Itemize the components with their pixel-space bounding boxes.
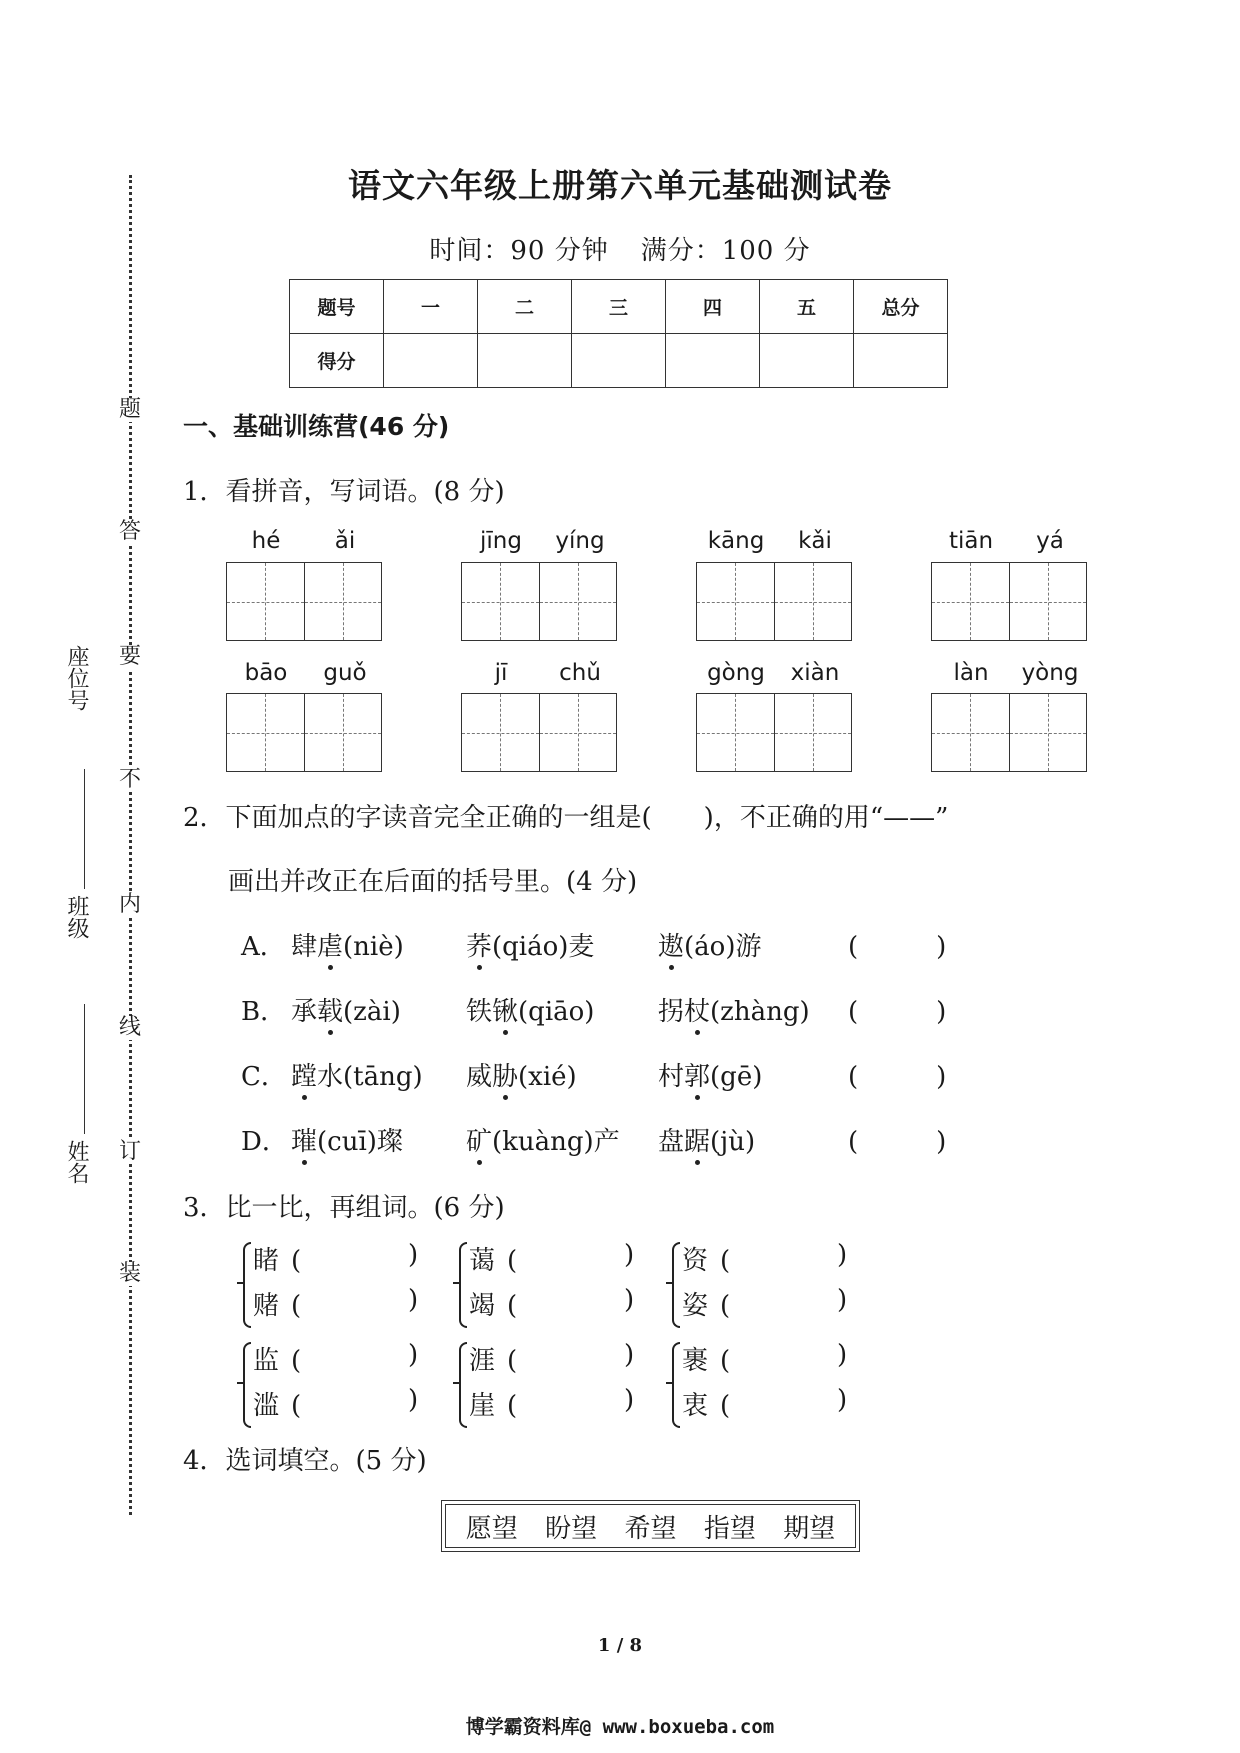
margin-char: 装: [115, 1262, 145, 1286]
name-field[interactable]: [64, 1000, 104, 1184]
name-underline[interactable]: [84, 1004, 85, 1134]
pinyin: jī: [494, 660, 508, 686]
pinyin: bāo: [244, 660, 288, 686]
pinyin: yá: [1036, 528, 1064, 554]
compare-row[interactable]: 裹 ( ): [682, 1340, 848, 1376]
answer-grid[interactable]: [226, 693, 382, 772]
score-header-cell: 二: [478, 280, 572, 334]
pinyin: yíng: [555, 528, 605, 554]
answer-grid[interactable]: [461, 562, 617, 641]
score-row-label: 得分: [290, 334, 384, 388]
pinyin: jīng: [480, 528, 522, 554]
option-letter: A．: [241, 932, 286, 962]
grid-cell[interactable]: [932, 694, 1009, 771]
footer-watermark: 博学霸资料库@ www.boxueba.com: [465, 1716, 775, 1738]
compare-pair: [459, 1340, 649, 1428]
q1-prompt: 1．看拼音，写词语。(8 分): [183, 477, 505, 507]
compare-pair: [243, 1240, 433, 1328]
word-bank: [441, 1500, 860, 1552]
answer-grid[interactable]: [931, 562, 1087, 641]
compare-pair: [672, 1340, 862, 1428]
compare-row[interactable]: 涯 ( ): [469, 1340, 635, 1376]
option-word: 威胁(xié): [466, 1062, 577, 1092]
pinyin: ǎi: [334, 528, 356, 554]
option-letter: D．: [241, 1127, 288, 1157]
answer-paren[interactable]: ( ): [848, 1062, 947, 1092]
compare-row[interactable]: 监 ( ): [253, 1340, 419, 1376]
grid-cell[interactable]: [227, 694, 304, 771]
compare-row[interactable]: 竭 ( ): [469, 1285, 635, 1321]
score-header-cell: 三: [572, 280, 666, 334]
compare-pair: [243, 1340, 433, 1428]
grid-cell[interactable]: [227, 563, 304, 640]
grid-cell[interactable]: [1009, 563, 1087, 640]
option-word: 承载(zài): [291, 997, 401, 1027]
q3-prompt: 3．比一比，再组词。(6 分): [183, 1193, 505, 1223]
option-word: 拐杖(zhàng): [658, 997, 810, 1027]
compare-pair: [672, 1240, 862, 1328]
answer-grid[interactable]: [696, 693, 852, 772]
word-bank-item: 期望: [783, 1513, 836, 1544]
grid-cell[interactable]: [774, 563, 852, 640]
compare-row[interactable]: 赌 ( ): [253, 1285, 419, 1321]
pinyin: làn: [953, 660, 989, 686]
q2-prompt-line2: 画出并改正在后面的括号里。(4 分): [228, 867, 638, 897]
compare-row[interactable]: 蔼 ( ): [469, 1240, 635, 1276]
pinyin: guǒ: [323, 660, 367, 686]
answer-grid[interactable]: [226, 562, 382, 641]
compare-row[interactable]: 睹 ( ): [253, 1240, 419, 1276]
score-cell[interactable]: [854, 334, 948, 388]
margin-char: 题: [115, 398, 145, 422]
score-cell[interactable]: [384, 334, 478, 388]
binding-dotted-line: [129, 175, 132, 1515]
compare-row[interactable]: 资 ( ): [682, 1240, 848, 1276]
score-header-cell: 四: [666, 280, 760, 334]
grid-cell[interactable]: [304, 694, 382, 771]
score-header-cell: 总分: [854, 280, 948, 334]
page-number: 1 / 8: [597, 1635, 643, 1656]
score-cell[interactable]: [478, 334, 572, 388]
page-title: 语文六年级上册第六单元基础测试卷: [348, 166, 892, 205]
pinyin: hé: [251, 528, 281, 554]
compare-row[interactable]: 滥 ( ): [253, 1385, 419, 1421]
margin-char: 要: [115, 645, 145, 669]
option-word: 璀(cuī)璨: [291, 1127, 403, 1157]
answer-grid[interactable]: [696, 562, 852, 641]
q2-prompt-line1: 2．下面加点的字读音完全正确的一组是( )，不正确的用“——”: [183, 803, 949, 833]
score-table: [289, 279, 948, 388]
brace-icon: [459, 1242, 467, 1328]
score-header-cell: 一: [384, 280, 478, 334]
grid-cell[interactable]: [697, 563, 774, 640]
grid-cell[interactable]: [539, 694, 617, 771]
score-cell[interactable]: [572, 334, 666, 388]
grid-cell[interactable]: [462, 694, 539, 771]
brace-icon: [459, 1342, 467, 1428]
brace-icon: [243, 1342, 251, 1428]
pinyin: kāng: [707, 528, 765, 554]
exam-info: [0, 230, 1240, 267]
pinyin: tiān: [948, 528, 994, 554]
option-letter: C．: [241, 1062, 287, 1092]
grid-cell[interactable]: [774, 694, 852, 771]
answer-paren[interactable]: ( ): [848, 932, 947, 962]
full-score: 满分：100 分: [640, 236, 811, 266]
section-heading: 一、基础训练营(46 分): [183, 412, 450, 441]
option-word: 矿(kuàng)产: [466, 1127, 620, 1157]
brace-icon: [243, 1242, 251, 1328]
score-header-cell: 五: [760, 280, 854, 334]
word-bank-item: 希望: [624, 1513, 677, 1544]
option-word: 盘踞(jù): [658, 1127, 756, 1157]
option-word: 铁锹(qiāo): [466, 997, 595, 1027]
class-underline[interactable]: [84, 769, 85, 889]
grid-cell[interactable]: [697, 694, 774, 771]
answer-paren[interactable]: ( ): [848, 997, 947, 1027]
option-word: 肆虐(niè): [291, 932, 404, 962]
name-label: 姓名: [64, 1140, 89, 1184]
compare-row[interactable]: 衷 ( ): [682, 1385, 848, 1421]
score-cell[interactable]: [666, 334, 760, 388]
margin-char: 不: [115, 768, 145, 792]
margin-char: 内: [115, 893, 145, 917]
grid-cell[interactable]: [462, 563, 539, 640]
grid-cell[interactable]: [539, 563, 617, 640]
brace-icon: [672, 1342, 680, 1428]
answer-grid[interactable]: [461, 693, 617, 772]
margin-char: 答: [115, 520, 145, 544]
class-field[interactable]: [64, 765, 104, 939]
pinyin: gòng: [707, 660, 765, 686]
word-bank-item: 指望: [703, 1513, 756, 1544]
score-table-score-row: [290, 334, 948, 388]
pinyin: chǔ: [559, 660, 601, 686]
class-label: 班级: [64, 895, 89, 939]
option-word: 荞(qiáo)麦: [466, 932, 595, 962]
option-letter: B．: [241, 997, 287, 1027]
word-bank-item: 愿望: [465, 1513, 518, 1544]
seat-number-label: 座位号: [64, 645, 89, 711]
margin-char: 订: [115, 1140, 145, 1164]
score-table-header-row: [290, 280, 948, 334]
brace-icon: [672, 1242, 680, 1328]
compare-pair: [459, 1240, 649, 1328]
word-bank-item: 盼望: [545, 1513, 598, 1544]
score-cell[interactable]: [760, 334, 854, 388]
compare-row[interactable]: 崖 ( ): [469, 1385, 635, 1421]
compare-row[interactable]: 姿 ( ): [682, 1285, 848, 1321]
grid-cell[interactable]: [304, 563, 382, 640]
score-header-cell: 题号: [290, 280, 384, 334]
answer-grid[interactable]: [931, 693, 1087, 772]
grid-cell[interactable]: [932, 563, 1009, 640]
seat-number-field[interactable]: [64, 645, 104, 711]
pinyin: yòng: [1021, 660, 1079, 686]
q4-prompt: 4．选词填空。(5 分): [183, 1446, 427, 1476]
answer-paren[interactable]: ( ): [848, 1127, 947, 1157]
time-limit: 时间：90 分钟: [429, 236, 609, 266]
pinyin: kǎi: [798, 528, 832, 554]
margin-char: 线: [115, 1016, 145, 1040]
pinyin: xiàn: [790, 660, 840, 686]
option-word: 村郭(gē): [658, 1062, 763, 1092]
option-word: 遨(áo)游: [658, 932, 762, 962]
grid-cell[interactable]: [1009, 694, 1087, 771]
option-word: 蹚水(tāng): [291, 1062, 423, 1092]
